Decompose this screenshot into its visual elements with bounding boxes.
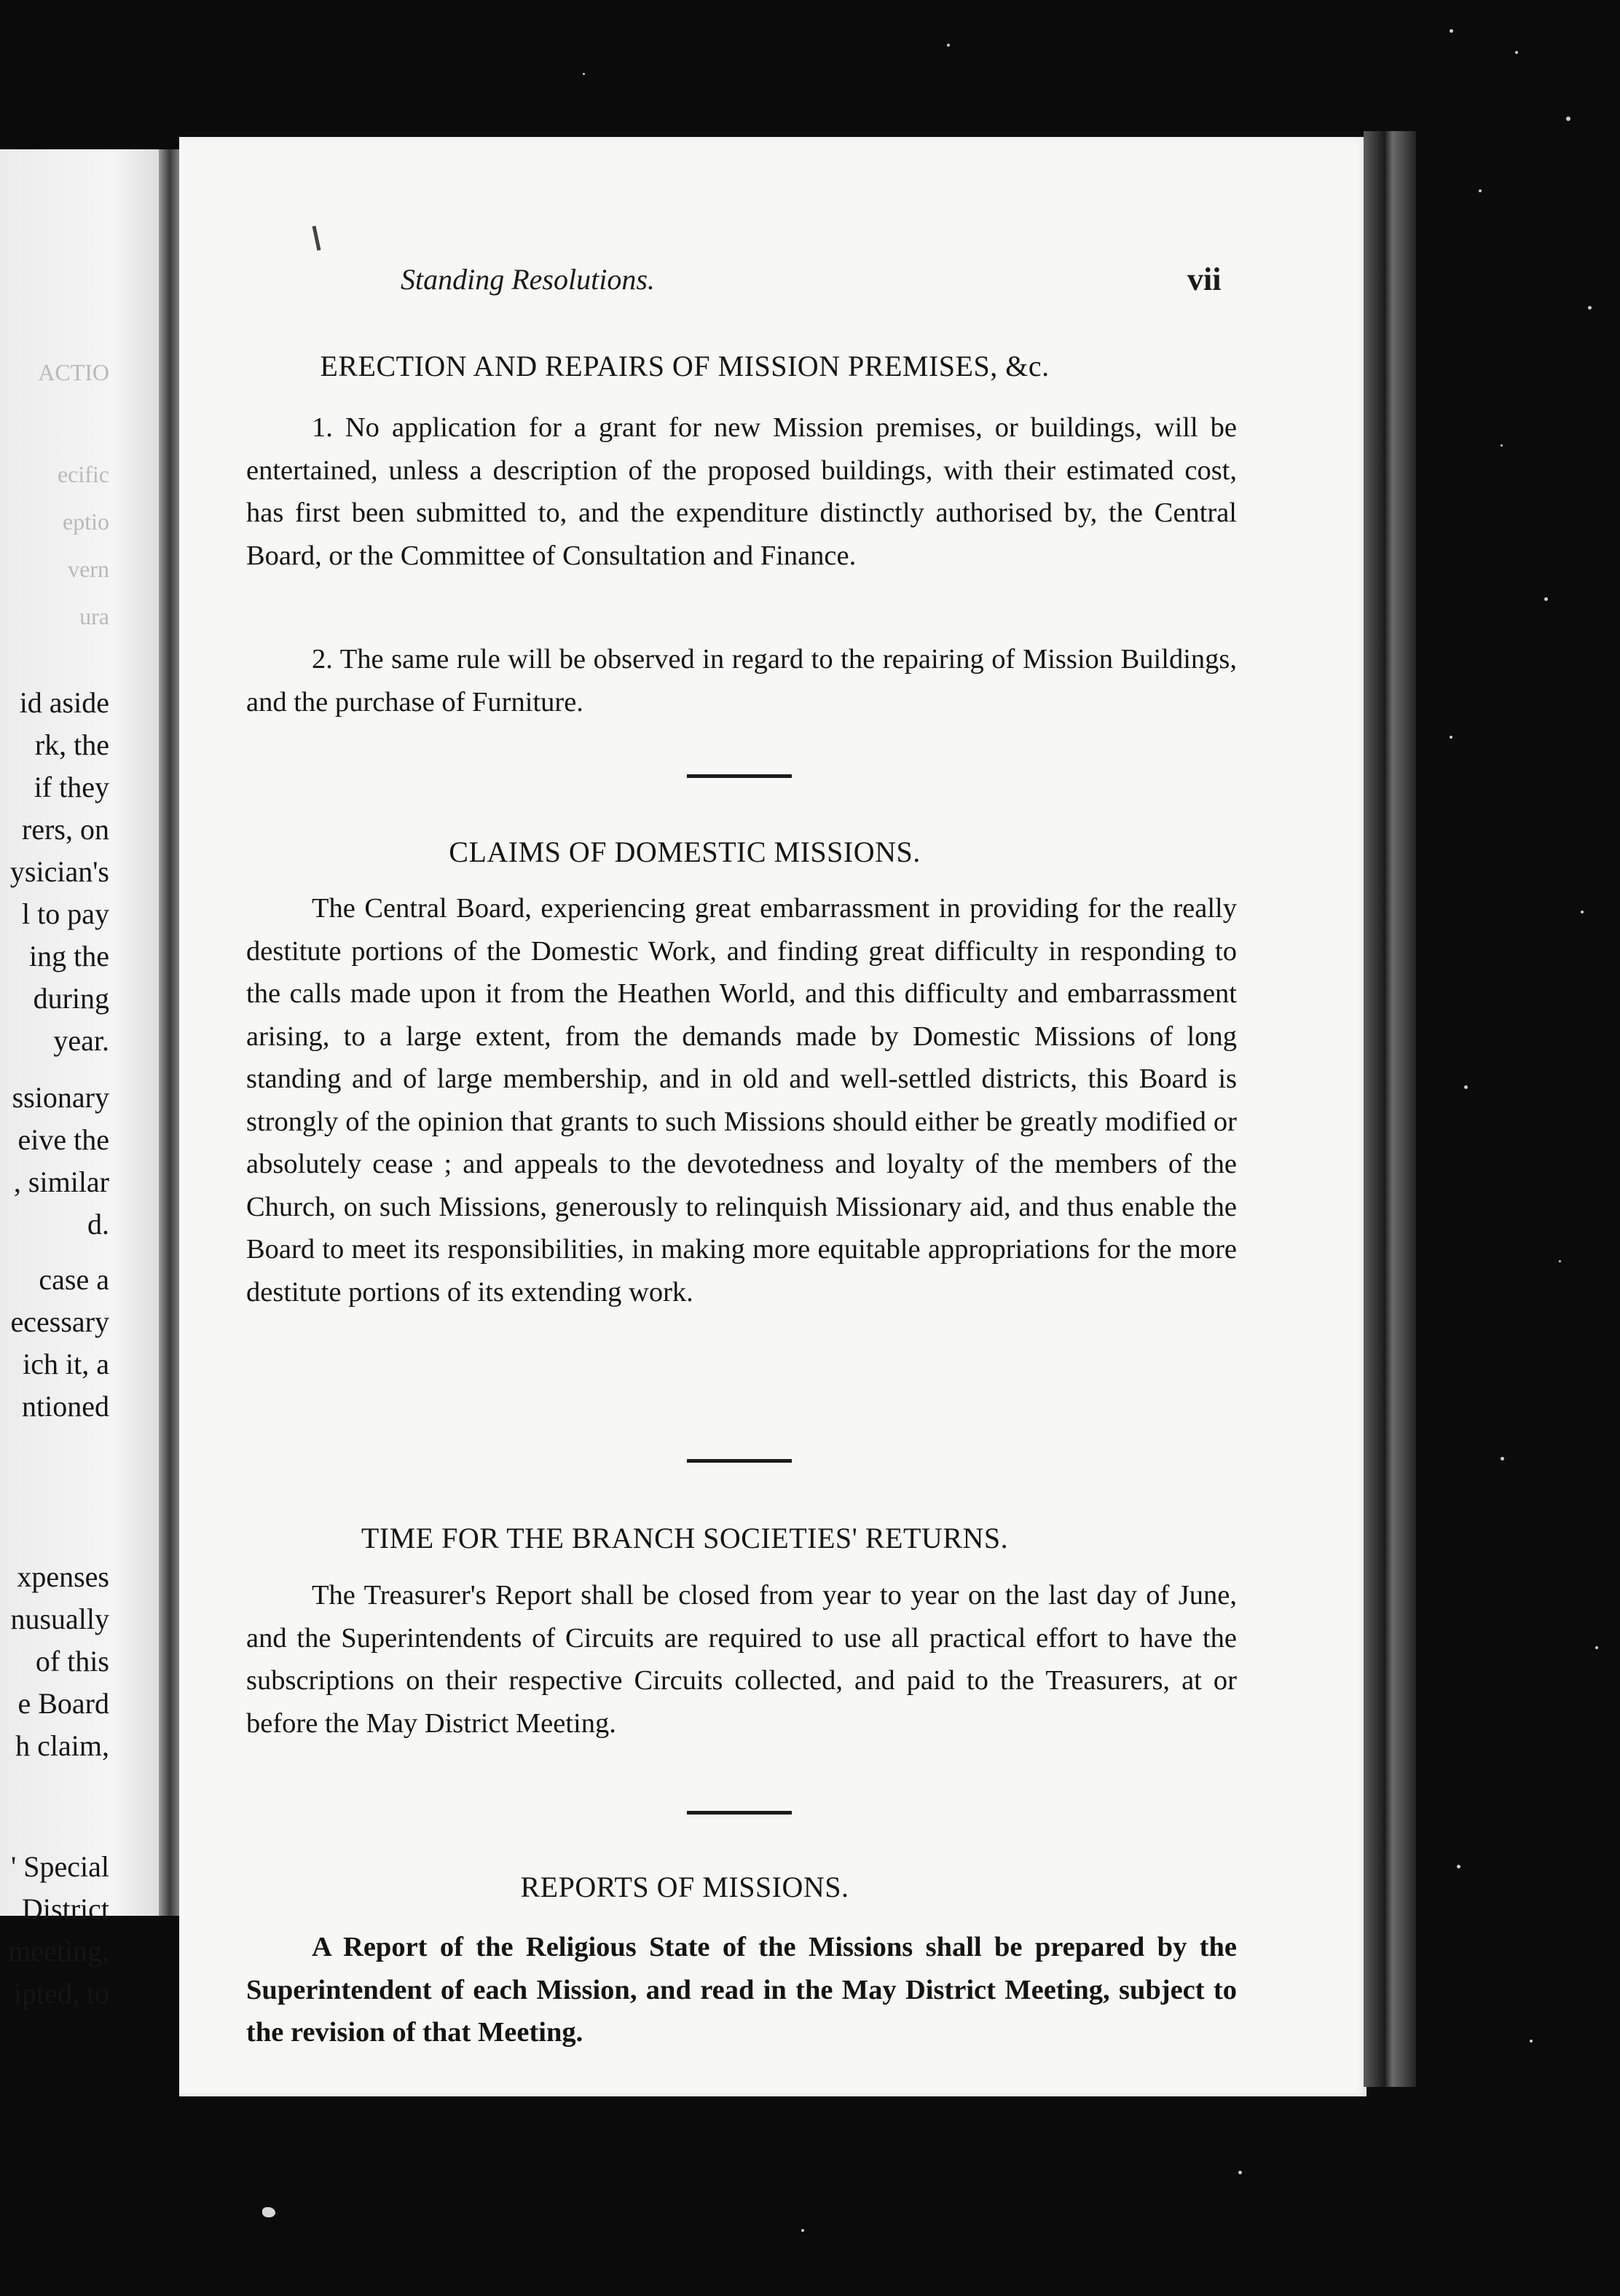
left-page-line: ntioned — [22, 1390, 109, 1423]
page-edge-stack — [1364, 131, 1416, 2087]
section-heading-erection: ERECTION AND REPAIRS OF MISSION PREMISES, &c. — [320, 350, 1050, 382]
left-page-line: l to pay — [22, 897, 109, 930]
left-page-line: if they — [34, 771, 109, 803]
left-page-line: ysician's — [9, 855, 109, 888]
left-page-line: rk, the — [34, 728, 109, 761]
left-page-line: ' Special — [11, 1850, 109, 1883]
left-page-line: ssionary — [12, 1081, 109, 1114]
section-divider — [687, 1811, 792, 1815]
left-page-ghost-text: ura — [79, 603, 109, 629]
paragraph-domestic-missions: The Central Board, experiencing great embarrassment in providing for the really destitute portions of the Domestic Work, and finding great difficulty in responding to the calls made upon it from the Heathen World, and this difficulty and embarrassment arising, to a large extent, from the demands made by Domestic Missions of long standing and of large membership, and in old and well-settled districts, this Board is strongly of the opinion that grants to such Missions should either be greatly modified or absolutely cease ; and appeals to the devotedness and loyalty of the members of the Church, on such Missions, generously to relinquish Missionary aid, and thus enable the Board to meet its responsibilities, in making more equitable appropriations for the more destitute portions of its extending work. — [246, 893, 1237, 1308]
left-page-line: nusually — [10, 1603, 109, 1635]
left-page-line: xpenses — [17, 1560, 109, 1593]
left-page-line: meeting, — [8, 1935, 109, 1967]
left-page-ghost-text: eptio — [63, 508, 109, 535]
left-page-line: year. — [53, 1024, 109, 1057]
paragraph-branch-returns: The Treasurer's Report shall be closed from year to year on the last day of June, and the Superintendents of Circuits are required to use all practical effort to have the subscriptions on their respective Circuits collected, and paid to the Treasurers, at or before the May District Meeting. — [246, 1580, 1237, 1739]
left-page-line: d. — [87, 1208, 109, 1241]
paragraph-erection-1: 1. No application for a grant for new Mission premises, or buildings, will be entertained, unless a description of the proposed buildings, with their estimated cost, has first been submitted to, and the expenditure distinctly authorised by, the Central Board, or the Committee of Consultation and Finance. — [246, 412, 1237, 571]
left-facing-page — [0, 149, 162, 2010]
left-page-ghost-text: ecific — [57, 461, 109, 487]
left-page-line: , similar — [13, 1165, 109, 1198]
left-page-line: District — [22, 1892, 109, 1925]
left-page-ghost-text: ACTIO — [38, 359, 109, 385]
section-heading-domestic-missions: CLAIMS OF DOMESTIC MISSIONS. — [449, 836, 921, 868]
left-page-ghost-text: vern — [68, 556, 109, 582]
section-heading-reports: REPORTS OF MISSIONS. — [520, 1871, 849, 1903]
paragraph-reports: A Report of the Religious State of the Missions shall be prepared by the Superintendent of each Mission, and read in the May District Meeting, subject to the revision of that Meeting. — [246, 1932, 1237, 2048]
scan-smudge — [262, 2207, 275, 2217]
left-page-line: ecessary — [10, 1305, 109, 1338]
left-page-line: rers, on — [22, 813, 109, 846]
paragraph-erection-2: 2. The same rule will be observed in regard to the repairing of Mission Buildings, and the purchase of Furniture. — [246, 644, 1237, 718]
left-page-line: ich it, a — [23, 1348, 109, 1380]
left-page-line: of this — [35, 1645, 109, 1678]
section-divider — [687, 1459, 792, 1463]
left-page-line: eive the — [17, 1123, 109, 1156]
left-page-line: e Board — [17, 1687, 109, 1720]
book-gutter — [159, 149, 181, 1916]
section-heading-branch-returns: TIME FOR THE BRANCH SOCIETIES' RETURNS. — [361, 1522, 1009, 1554]
left-page-line: ing the — [29, 940, 109, 972]
left-page-line: during — [33, 982, 109, 1015]
left-page-line: ipted, to — [13, 1977, 109, 2010]
left-page-line: id aside — [19, 686, 109, 719]
left-page-line: case a — [39, 1263, 109, 1296]
left-page-line: h claim, — [15, 1729, 109, 1762]
running-head: Standing Resolutions. — [401, 263, 655, 296]
page-number: vii — [1187, 262, 1222, 297]
section-divider — [687, 774, 792, 778]
